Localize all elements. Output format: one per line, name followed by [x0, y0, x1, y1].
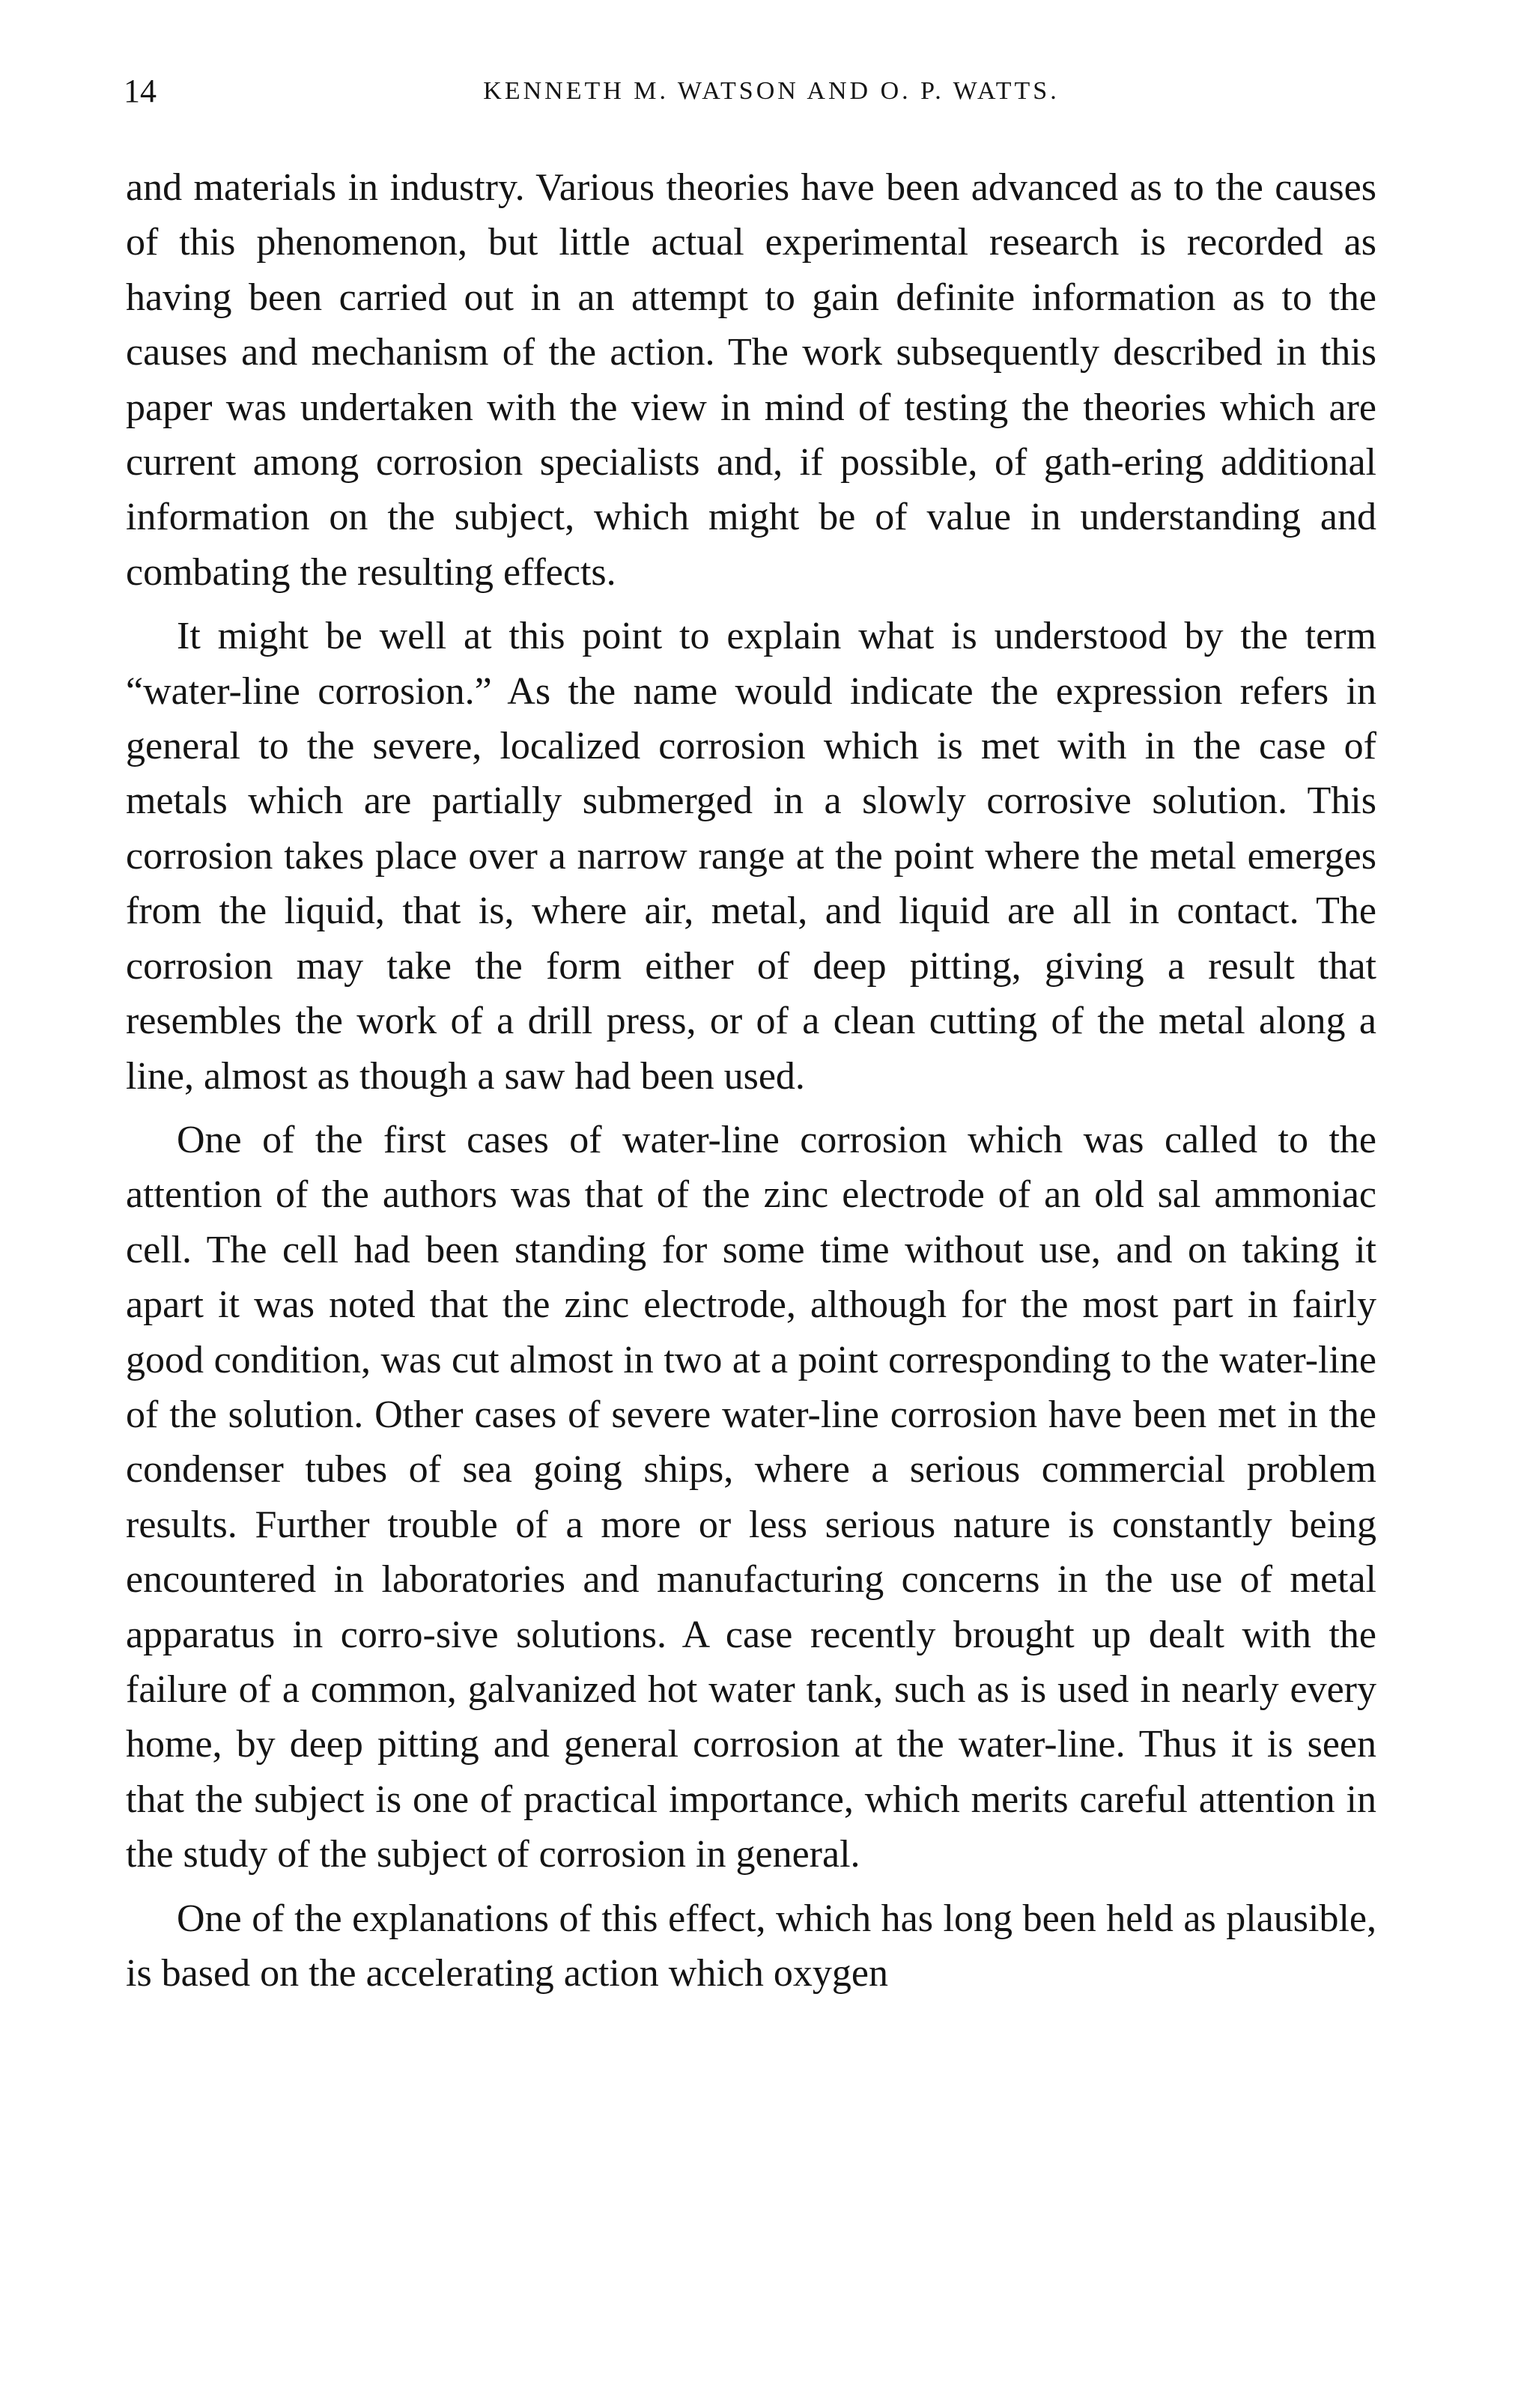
page-number: 14	[124, 73, 157, 109]
running-head: KENNETH M. WATSON AND O. P. WATTS.	[483, 77, 1060, 105]
paragraph: It might be well at this point to explain what is understood by the term “water-line corrosion.” As the name would indicate the expression refers in general to the severe, localized corrosion which is met with in the case of metals which are partially submerged in a slowly corrosive solution. This corrosion takes place over a narrow range at the point where the metal emerges from the liquid, that is, where air, metal, and liquid are all in contact. The corrosion may take the form either of deep pitting, giving a result that resembles the work of a drill press, or of a clean cutting of the metal along a line, almost as though a saw had been used.	[126, 615, 1376, 1098]
paragraph: and materials in industry. Various theories have been advanced as to the causes of this phenomenon, but little actual experimental research is recorded as having been carried out in an attempt to gain definite information as to the causes and mechanism of the action. The work subsequently described in this paper was undertaken with the view in mind of testing the theories which are current among corrosion specialists and, if possible, of gath-ering additional information on the subject, which might be of value in understanding and combating the resulting effects.	[126, 166, 1376, 594]
body-text	[126, 160, 1376, 2010]
page-header	[124, 69, 1389, 114]
paragraph: One of the first cases of water-line corrosion which was called to the attention of the authors was that of the zinc electrode of an old sal ammoniac cell. The cell had been standing for some time without use, and on taking it apart it was noted that the zinc electrode, although for the most part in fairly good condition, was cut almost in two at a point corresponding to the water-line of the solution. Other cases of severe water-line corrosion have been met in the condenser tubes of sea going ships, where a serious commercial problem results. Further trouble of a more or less serious nature is constantly being encountered in laboratories and manufacturing concerns in the use of metal apparatus in corro-sive solutions. A case recently brought up dealt with the failure of a common, galvanized hot water tank, such as is used in nearly every home, by deep pitting and general corrosion at the water-line. Thus it is seen that the subject is one of practical importance, which merits careful attention in the study of the subject of corrosion in general.	[126, 1118, 1376, 1876]
paragraph: One of the explanations of this effect, which has long been held as plausible, is based on the accelerating action which oxygen	[126, 1897, 1376, 1995]
